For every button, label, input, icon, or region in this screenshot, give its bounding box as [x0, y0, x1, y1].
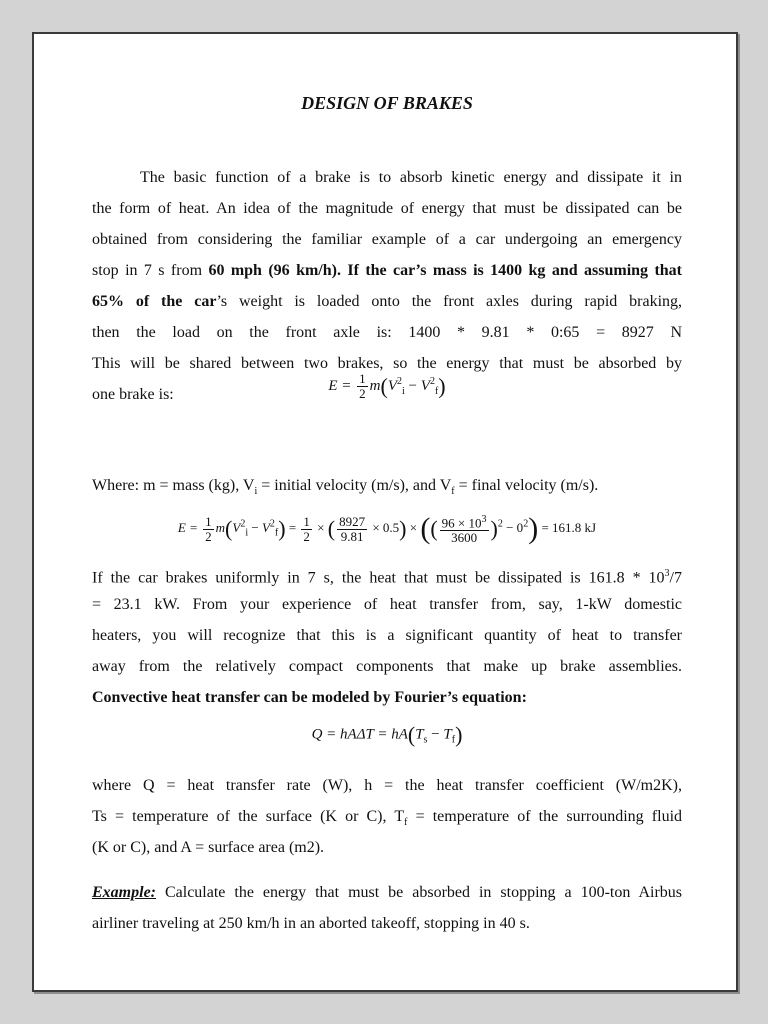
- text-line: [92, 286, 682, 317]
- text-line: obtained from considering the familiar example of a car undergoing an emergency: [92, 231, 682, 248]
- text-line: = 23.1 kW. From your experience of heat transfer from, say, 1-kW domestic: [92, 596, 682, 613]
- text-line: (K or C), and A = surface area (m2).: [92, 839, 325, 856]
- convection-equation: $Q = hA\Delta T = hA(T_s - T_f)$: [311, 722, 463, 747]
- fraction: $\frac{1}{2}$: [359, 371, 366, 401]
- document-page: [32, 32, 738, 992]
- text-line: Ts = temperature of the surface (K or C), $T_f$ = temperature of the surrounding fluid: [92, 808, 683, 829]
- text-line: This will be shared between two brakes, so the energy that must be absorbed by: [92, 355, 682, 372]
- text-line: where Q = heat transfer rate (W), h = the heat transfer coefficient (W/m2K),: [92, 777, 682, 794]
- example-label: Example:: [92, 884, 156, 901]
- text-run: ’s weight is loaded onto the front axles during rapid braking,: [216, 293, 683, 310]
- text-line: one brake is:: [92, 386, 174, 403]
- energy-calculation-equation: E = $\frac{1}{2}$ $m(V^2_i - V^2_f)$ = $\frac{1}{2}$ × ( $\frac{8927}{9.81}$ × 0.5) × (( $\frac{96 \times 10^3}{3600}$ )$^2 - 0^2) = 161.8$ kJ: [177, 512, 597, 546]
- heat-paragraph: [92, 558, 682, 713]
- text-run: stop in 7 s from: [92, 262, 209, 279]
- text-line: then the load on the front axle is: 1400 * 9.81 * 0:65 = 8927 N: [92, 324, 682, 341]
- text-line: [92, 255, 682, 286]
- bold-text-run: 60 mph (96 km/h). If the car’s mass is 1400 kg and assuming that: [208, 262, 682, 279]
- example-paragraph: [92, 877, 682, 939]
- convection-definitions: [92, 770, 682, 863]
- text-line: airliner traveling at 250 km/h in an aborted takeoff, stopping in 40 s.: [92, 915, 530, 932]
- variable-definitions: [92, 470, 682, 501]
- text-line: The basic function of a brake is to absorb kinetic energy and dissipate it in: [140, 169, 682, 186]
- bold-text-run: 65% of the car: [92, 293, 217, 310]
- text-line: If the car brakes uniformly in 7 s, the heat that must be dissipated is $161.8 * 10^3/7$: [92, 568, 682, 587]
- text-line-bold: Convective heat transfer can be modeled by Fourier’s equation:: [92, 689, 527, 706]
- text-line: away from the relatively compact components that make up brake assemblies.: [92, 658, 682, 675]
- page-title: DESIGN OF BRAKES: [301, 93, 473, 113]
- text-line: Example: Calculate the energy that must be absorbed in stopping a 100-ton Airbus: [92, 884, 682, 901]
- eq-mass: m: [369, 377, 381, 394]
- text-line: the form of heat. An idea of the magnitude of energy that must be dissipated can be: [92, 200, 682, 217]
- kinetic-energy-equation: E = $\frac{1}{2}$ $m(V^2_i - V^2_f)$: [328, 371, 446, 401]
- text-line: Where: m = mass (kg), $V_i$ = initial velocity (m/s), and $V_f$ = final velocity (m/s).: [92, 477, 599, 498]
- text-line: heaters, you will recognize that this is a significant quantity of heat to transfer: [92, 627, 682, 644]
- eq-lhs: E =: [328, 377, 356, 394]
